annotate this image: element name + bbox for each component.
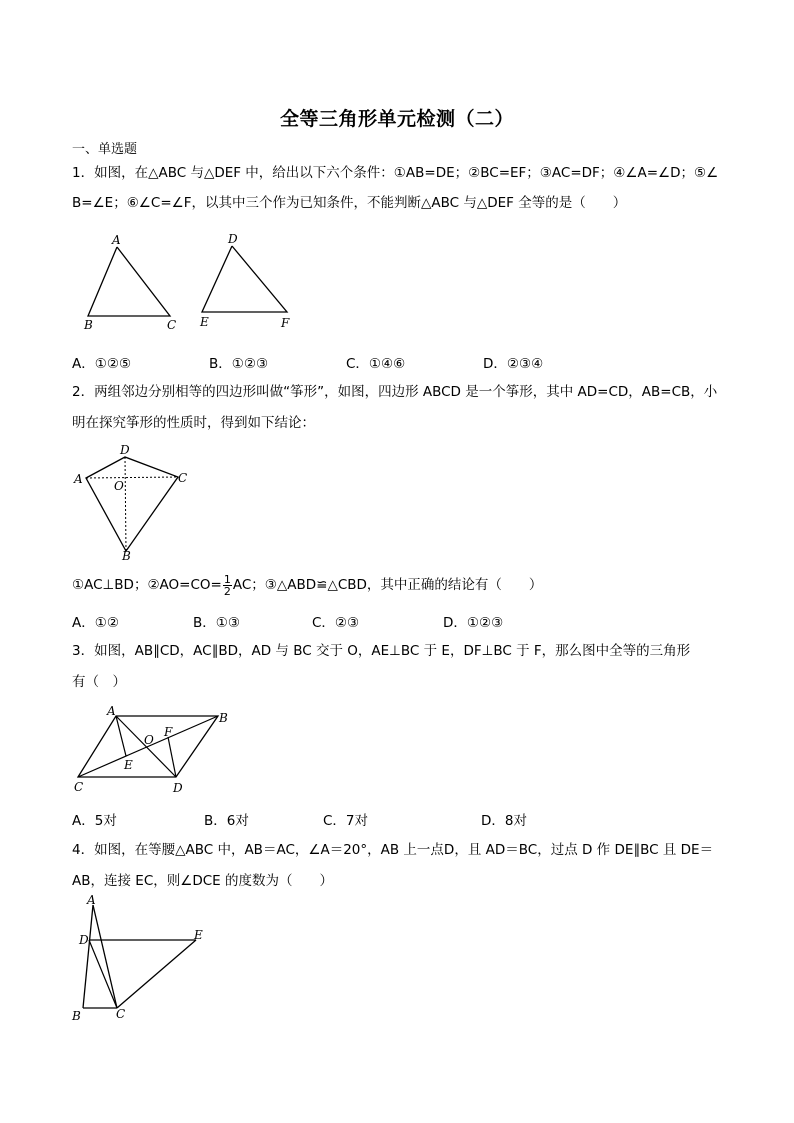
page-title: 全等三角形单元检测（二）: [279, 108, 514, 130]
segment-df: [168, 737, 176, 777]
label-b: B: [219, 711, 228, 725]
label-a: A: [87, 893, 96, 907]
question-2-line-2: 明在探究筝形的性质时，得到如下结论：: [72, 415, 315, 431]
question-3-figure: [72, 704, 242, 802]
label-c: C: [74, 780, 84, 794]
q3-option-b[interactable]: B．6对: [204, 813, 249, 829]
label-c: C: [116, 1007, 126, 1021]
label-f: F: [164, 725, 173, 739]
question-4-figure: [70, 893, 215, 1025]
q1-option-b[interactable]: B．①②③: [209, 356, 269, 372]
q1-option-d[interactable]: D．②③④: [483, 356, 544, 372]
question-1-line-1: 1．如图，在△ABC 与△DEF 中，给出以下六个条件：①AB=DE；②BC=EF；③AC=DF；④∠A=∠D；⑤∠: [72, 165, 719, 181]
label-c: C: [178, 471, 188, 485]
label-e: E: [124, 758, 133, 772]
label-d: D: [228, 232, 238, 246]
label-b: B: [84, 318, 93, 332]
q2-option-d[interactable]: D．①②③: [443, 615, 504, 631]
q2-option-b[interactable]: B．①③: [193, 615, 240, 631]
statements-part-1: ①AC⊥BD；②AO=CO=: [72, 577, 222, 593]
label-c: C: [167, 318, 177, 332]
question-2-line-1: 2．两组邻边分别相等的四边形叫做“筝形”，如图，四边形 ABCD 是一个筝形，其中 AD=CD，AB=CB，小: [72, 384, 718, 400]
diagonal-bd: [125, 457, 126, 551]
label-d: D: [79, 933, 89, 947]
label-b: B: [122, 549, 131, 563]
label-e: E: [200, 315, 209, 329]
statements-part-2: AC；③△ABD≌△CBD，其中正确的结论有（ ）: [232, 577, 543, 593]
question-2-figure: [72, 444, 192, 562]
diagonal-ac: [86, 477, 178, 478]
q1-option-a[interactable]: A．①②⑤: [72, 356, 132, 372]
q2-option-c[interactable]: C．②③: [312, 615, 360, 631]
label-f: F: [281, 316, 290, 330]
label-e: E: [194, 928, 203, 942]
question-2-statements: [72, 568, 722, 602]
triangle-abc: [88, 247, 170, 316]
fraction-one-half: $\frac{1}{2}$: [223, 572, 231, 598]
q3-option-d[interactable]: D．8对: [481, 813, 527, 829]
question-1-figure: [78, 232, 298, 332]
q3-option-c[interactable]: C．7对: [323, 813, 369, 829]
label-a: A: [112, 233, 121, 247]
segment-ab: [83, 905, 93, 1008]
question-4-line-1: 4．如图，在等腰△ABC 中，AB＝AC，∠A＝20°，AB 上一点D，且 AD＝BC，过点 D 作 DE∥BC 且 DE＝: [72, 842, 714, 858]
label-d: D: [120, 443, 130, 457]
question-3-line-1: 3．如图，AB∥CD，AC∥BD，AD 与 BC 交于 O，AE⊥BC 于 E，DF⊥BC 于 F，那么图中全等的三角形: [72, 643, 691, 659]
kite-abcd: [86, 457, 178, 551]
q2-option-a[interactable]: A．①②: [72, 615, 119, 631]
segment-ac: [93, 905, 117, 1008]
section-heading: 一、单选题: [72, 142, 138, 157]
q1-option-c[interactable]: C．①④⑥: [346, 356, 406, 372]
label-a: A: [107, 704, 116, 718]
label-o: O: [114, 479, 124, 493]
question-4-line-2: AB，连接 EC，则∠DCE 的度数为（ ）: [72, 873, 333, 889]
label-d: D: [173, 781, 183, 795]
label-b: B: [72, 1009, 81, 1023]
segment-ae: [116, 716, 126, 756]
segment-ec: [117, 940, 196, 1008]
question-3-line-2: 有（ ）: [72, 674, 126, 690]
triangle-def: [202, 246, 287, 312]
q3-option-a[interactable]: A．5对: [72, 813, 117, 829]
question-1-line-2: B=∠E；⑥∠C=∠F，以其中三个作为已知条件，不能判断△ABC 与△DEF 全等的是（ ）: [72, 195, 627, 211]
label-o: O: [144, 733, 154, 747]
label-a: A: [74, 472, 83, 486]
